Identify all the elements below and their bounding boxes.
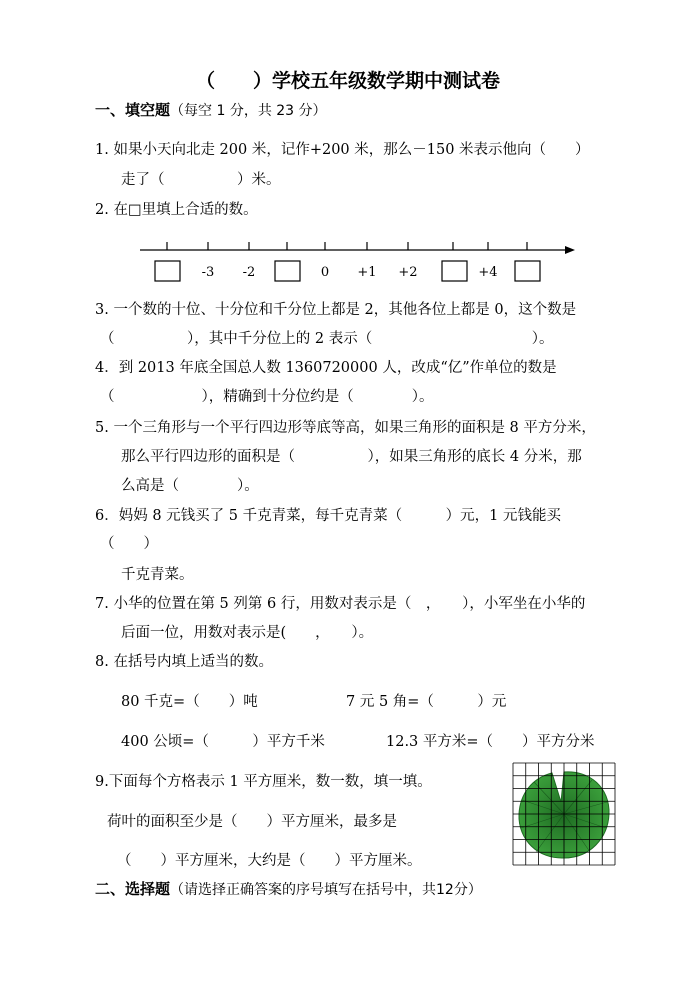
section-2-note: （请选择正确答案的序号填写在括号中，共12分） xyxy=(170,882,482,898)
number-label: -2 xyxy=(242,265,256,280)
q8-item-b: 7 元 5 角=（ ）元 xyxy=(346,694,507,710)
number-line-arrow xyxy=(565,246,575,254)
lotus-leaf-grid-figure xyxy=(512,762,616,866)
answer-box[interactable] xyxy=(155,261,180,281)
section-1-heading xyxy=(95,100,327,121)
q8-item-c: 400 公顷=（ ）平方千米 xyxy=(121,734,325,750)
number-label: 0 xyxy=(320,265,330,280)
answer-box[interactable] xyxy=(515,261,540,281)
answer-box[interactable] xyxy=(442,261,467,281)
q1-line2: 走了（ ）米。 xyxy=(121,172,281,188)
q8-item-a: 80 千克=（ ）吨 xyxy=(121,694,258,710)
section-2-heading xyxy=(95,879,482,900)
q4-line2: （ ），精确到十分位约是（ ）。 xyxy=(100,389,434,405)
answer-box[interactable] xyxy=(275,261,300,281)
q4-line1: 4．到 2013 年底全国总人数 1360720000 人，改成“亿”作单位的数是 xyxy=(95,360,557,376)
q9-line2: 荷叶的面积至少是（ ）平方厘米，最多是 xyxy=(107,814,397,830)
number-label: +2 xyxy=(398,265,418,280)
number-label: -3 xyxy=(201,265,215,280)
q5-line1: 5. 一个三角形与一个平行四边形等底等高，如果三角形的面积是 8 平方分米， xyxy=(95,420,596,436)
q3-line1: 3. 一个数的十位、十分位和千分位上都是 2，其他各位上都是 0，这个数是 xyxy=(95,302,577,318)
number-line xyxy=(135,236,585,290)
q8-item-d: 12.3 平方米=（ ）平方分米 xyxy=(386,734,595,750)
q5-line2: 那么平行四边形的面积是（ ），如果三角形的底长 4 分米，那 xyxy=(121,449,582,465)
q9-line1: 9.下面每个方格表示 1 平方厘米，数一数，填一填。 xyxy=(95,774,432,790)
section-2-title: 二、选择题 xyxy=(95,880,171,898)
q6-line3: 千克青菜。 xyxy=(121,567,194,583)
q9-line3: （ ）平方厘米，大约是（ ）平方厘米。 xyxy=(117,853,422,869)
number-label: +1 xyxy=(357,265,377,280)
section-1-title: 一、填空题 xyxy=(95,101,171,119)
q2-text: 2. 在□里填上合适的数。 xyxy=(95,202,258,218)
q6-line1: 6．妈妈 8 元钱买了 5 千克青菜，每千克青菜（ ）元，1 元钱能买 xyxy=(95,508,561,524)
q5-line3: 么高是（ ）。 xyxy=(121,478,259,494)
q6-line2: （ ） xyxy=(100,536,158,552)
q7-line1: 7. 小华的位置在第 5 列第 6 行，用数对表示是（ ， ），小军坐在小华的 xyxy=(95,596,586,612)
q7-line2: 后面一位，用数对表示是( ， ）。 xyxy=(121,625,374,641)
q3-line2: （ ），其中千分位上的 2 表示（ ）。 xyxy=(100,331,554,347)
page-title: （ ）学校五年级数学期中测试卷 xyxy=(195,70,500,92)
number-label: +4 xyxy=(478,265,498,280)
section-1-note: （每空 1 分，共 23 分） xyxy=(170,103,327,119)
q1-line1: 1. 如果小天向北走 200 米，记作+200 米，那么－150 米表示他向（ ） xyxy=(95,142,590,158)
q8-text: 8. 在括号内填上适当的数。 xyxy=(95,654,273,670)
